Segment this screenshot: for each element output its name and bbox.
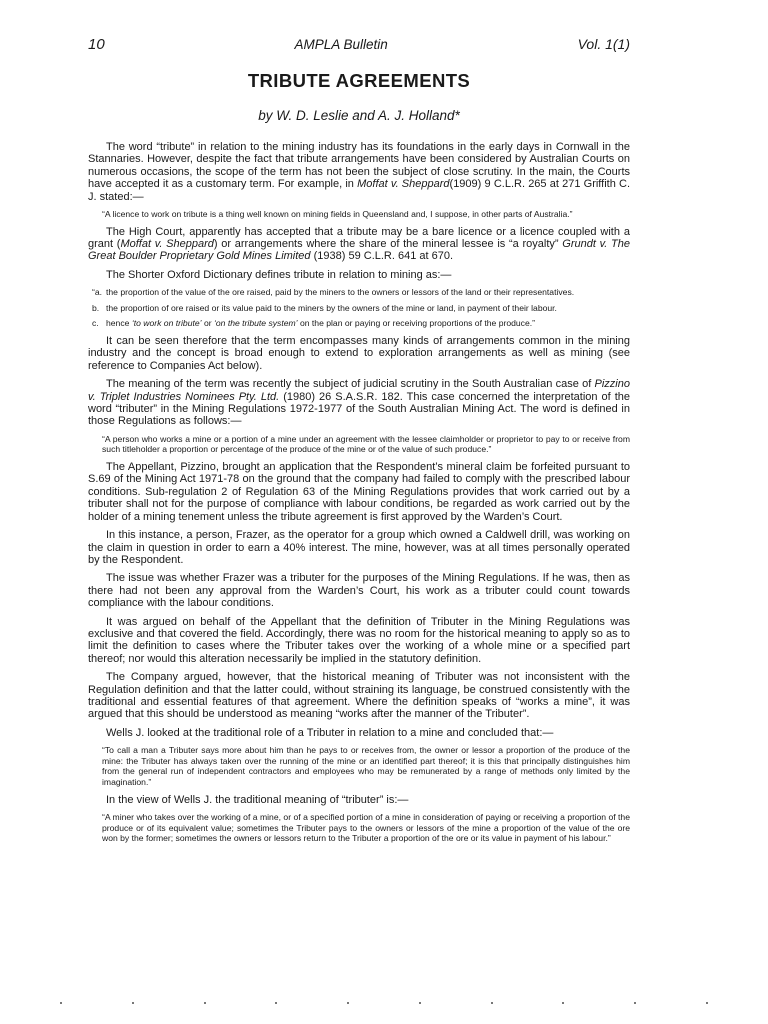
definition-item: b. the proportion of ore raised or its value paid to the miners by the owners of the mine or land, in payment of their labour. — [92, 302, 557, 313]
article-byline: by W. D. Leslie and A. J. Holland* — [258, 108, 460, 123]
case-name: Pizzino v. Triplet Industries Nominees Pty. Ltd. — [88, 378, 630, 403]
paragraph-9: It was argued on behalf of the Appellant that the definition of Tributer in the Mining Regulations was exclusive and that covered the field. Accordingly, there was no room for the historical meaning to apply so as to limit the definition to cases where the Tributer takes over the working of a whole mine or a specified part thereof; nor would this alteration necessarily be implied in the statutory definition. — [88, 615, 630, 665]
paragraph-10: The Company argued, however, that the historical meaning of Tributer was not inconsistent with the Regulation definition and that the latter could, without straining its language, be construed consistently with the traditional and essential features of that agreement. Where the definition speaks of “works a mine”, it was argued that this should be understood as meaning “works after the manner of the Tributer”. — [88, 671, 630, 721]
case-name: Grundt v. The Great Boulder Proprietary Gold Mines Limited — [88, 238, 631, 263]
scan-edge-marks — [60, 1002, 708, 1006]
volume-label: Vol. 1(1) — [577, 36, 630, 52]
quotation-2: “A person who works a mine or a portion of a mine under an agreement with the lessee claimholder or proprietor to pay to or receive from such titleholder a proportion or percentage of the produce of the mine or of the value of such produce.” — [102, 433, 630, 455]
definition-item: c. hence ‘to work on tribute’ or ‘on the tribute system’ on the plan or paying or receiving proportions of the produce.” — [92, 318, 536, 329]
paragraph-2: The High Court, apparently has accepted that a tribute may be a bare licence or a licence coupled with a grant (Moffat v. Sheppard) or arrangements where the share of the mineral lessee is “a royalty” Grundt v. The Great Boulder Proprietary Gold Mines Limited (1938) 59 C.L.R. 641 at 670. — [88, 225, 631, 263]
quotation-3: “To call a man a Tributer says more about him than he pays to or receives from, the owner or lessor a proportion of the produce of the mine: the Tributer has always taken over the running of the mine or an identified part thereof; it is this that principally distinguishes him from the general run of independent contractors and employees who may be remunerated by a range of methods only limited by the imagination.” — [102, 745, 630, 787]
page-number: 10 — [88, 36, 105, 53]
definition-list — [88, 287, 630, 329]
case-name: Moffat v. Sheppard — [357, 178, 450, 191]
quotation-4: “A miner who takes over the working of a mine, or of a specified portion of a mine in consideration of paying or receiving a proportion of the produce or of its equivalent value; sometimes the Tributer pays to the owners or lessors of the mine a proportion of the value of the ore won by the former; sometimes the owners or lessors return to the Tributer a proportion of the ore or its value in payment of his labour.” — [102, 811, 630, 844]
definition-item: “a. the proportion of the value of the ore raised, paid by the miners to the owners or lessors of the land or their representatives. — [92, 287, 575, 298]
paragraph-3: The Shorter Oxford Dictionary defines tribute in relation to mining as:— — [106, 268, 452, 281]
paragraph-1: The word “tribute” in relation to the mining industry has its foundations in the early days in Cornwall in the Stannaries. However, despite the fact that tribute arrangements have been considered by Australian Courts on numerous occasions, the scope of the term has not been the subject of close scrutiny. In the main, the Courts have accepted it as a customary term. For example, in Moffat v. Sheppard(1909) 9 C.L.R. 265 at 271 Griffith C. J. stated:— — [88, 141, 631, 203]
paragraph-5: The meaning of the term was recently the subject of judicial scrutiny in the South Australian case of Pizzino v. Triplet Industries Nominees Pty. Ltd. (1980) 26 S.A.S.R. 182. This case concerned the interpretation of the word “tributer” in the Mining Regulations 1972-1977 of the South Australian Mining Act. The word is defined in those Regulations as follows:— — [88, 378, 630, 428]
running-header — [88, 36, 630, 58]
paragraph-6: The Appellant, Pizzino, brought an application that the Respondent’s mineral claim be forfeited pursuant to S.69 of the Mining Act 1971-78 on the ground that the company had failed to comply with the prescribed labour conditions. Sub-regulation 2 of Regulation 63 of the Mining Regulations provides that work carried out by a tributer shall not for the purpose of compliance with labour conditions, be regarded as work carried out by the holder of a mining tenement unless the tribute agreement is first approved by the Warden’s Court. — [88, 461, 630, 523]
paragraph-8: The issue was whether Frazer was a tributer for the purposes of the Mining Regulations. If he was, then as there had not been any approval from the Warden’s Court, his work as a tributer could count towards compliance with the labour conditions. — [88, 572, 630, 610]
case-name: Moffat v. Sheppard — [120, 238, 214, 251]
paragraph-7: In this instance, a person, Frazer, as the operator for a group which owned a Caldwell drill, was working on the claim in question in order to earn a 40% interest. The mine, however, was at all times personally operated by the Respondent. — [88, 529, 630, 566]
paragraph-11: Wells J. looked at the traditional role of a Tributer in relation to a mine and concluded that:— — [106, 726, 554, 739]
paragraph-12: In the view of Wells J. the traditional meaning of “tributer” is:— — [106, 793, 409, 806]
quotation-1: “A licence to work on tribute is a thing well known on mining fields in Queensland and, I suppose, in other parts of Australia.” — [102, 209, 573, 220]
journal-title: AMPLA Bulletin — [294, 37, 388, 52]
article-title: TRIBUTE AGREEMENTS — [247, 70, 471, 91]
paragraph-4: It can be seen therefore that the term encompasses many kinds of arrangements common in the mining industry and the concept is broad enough to extend to exploration arrangements as well as mining (see reference to Companies Act below). — [88, 335, 630, 372]
